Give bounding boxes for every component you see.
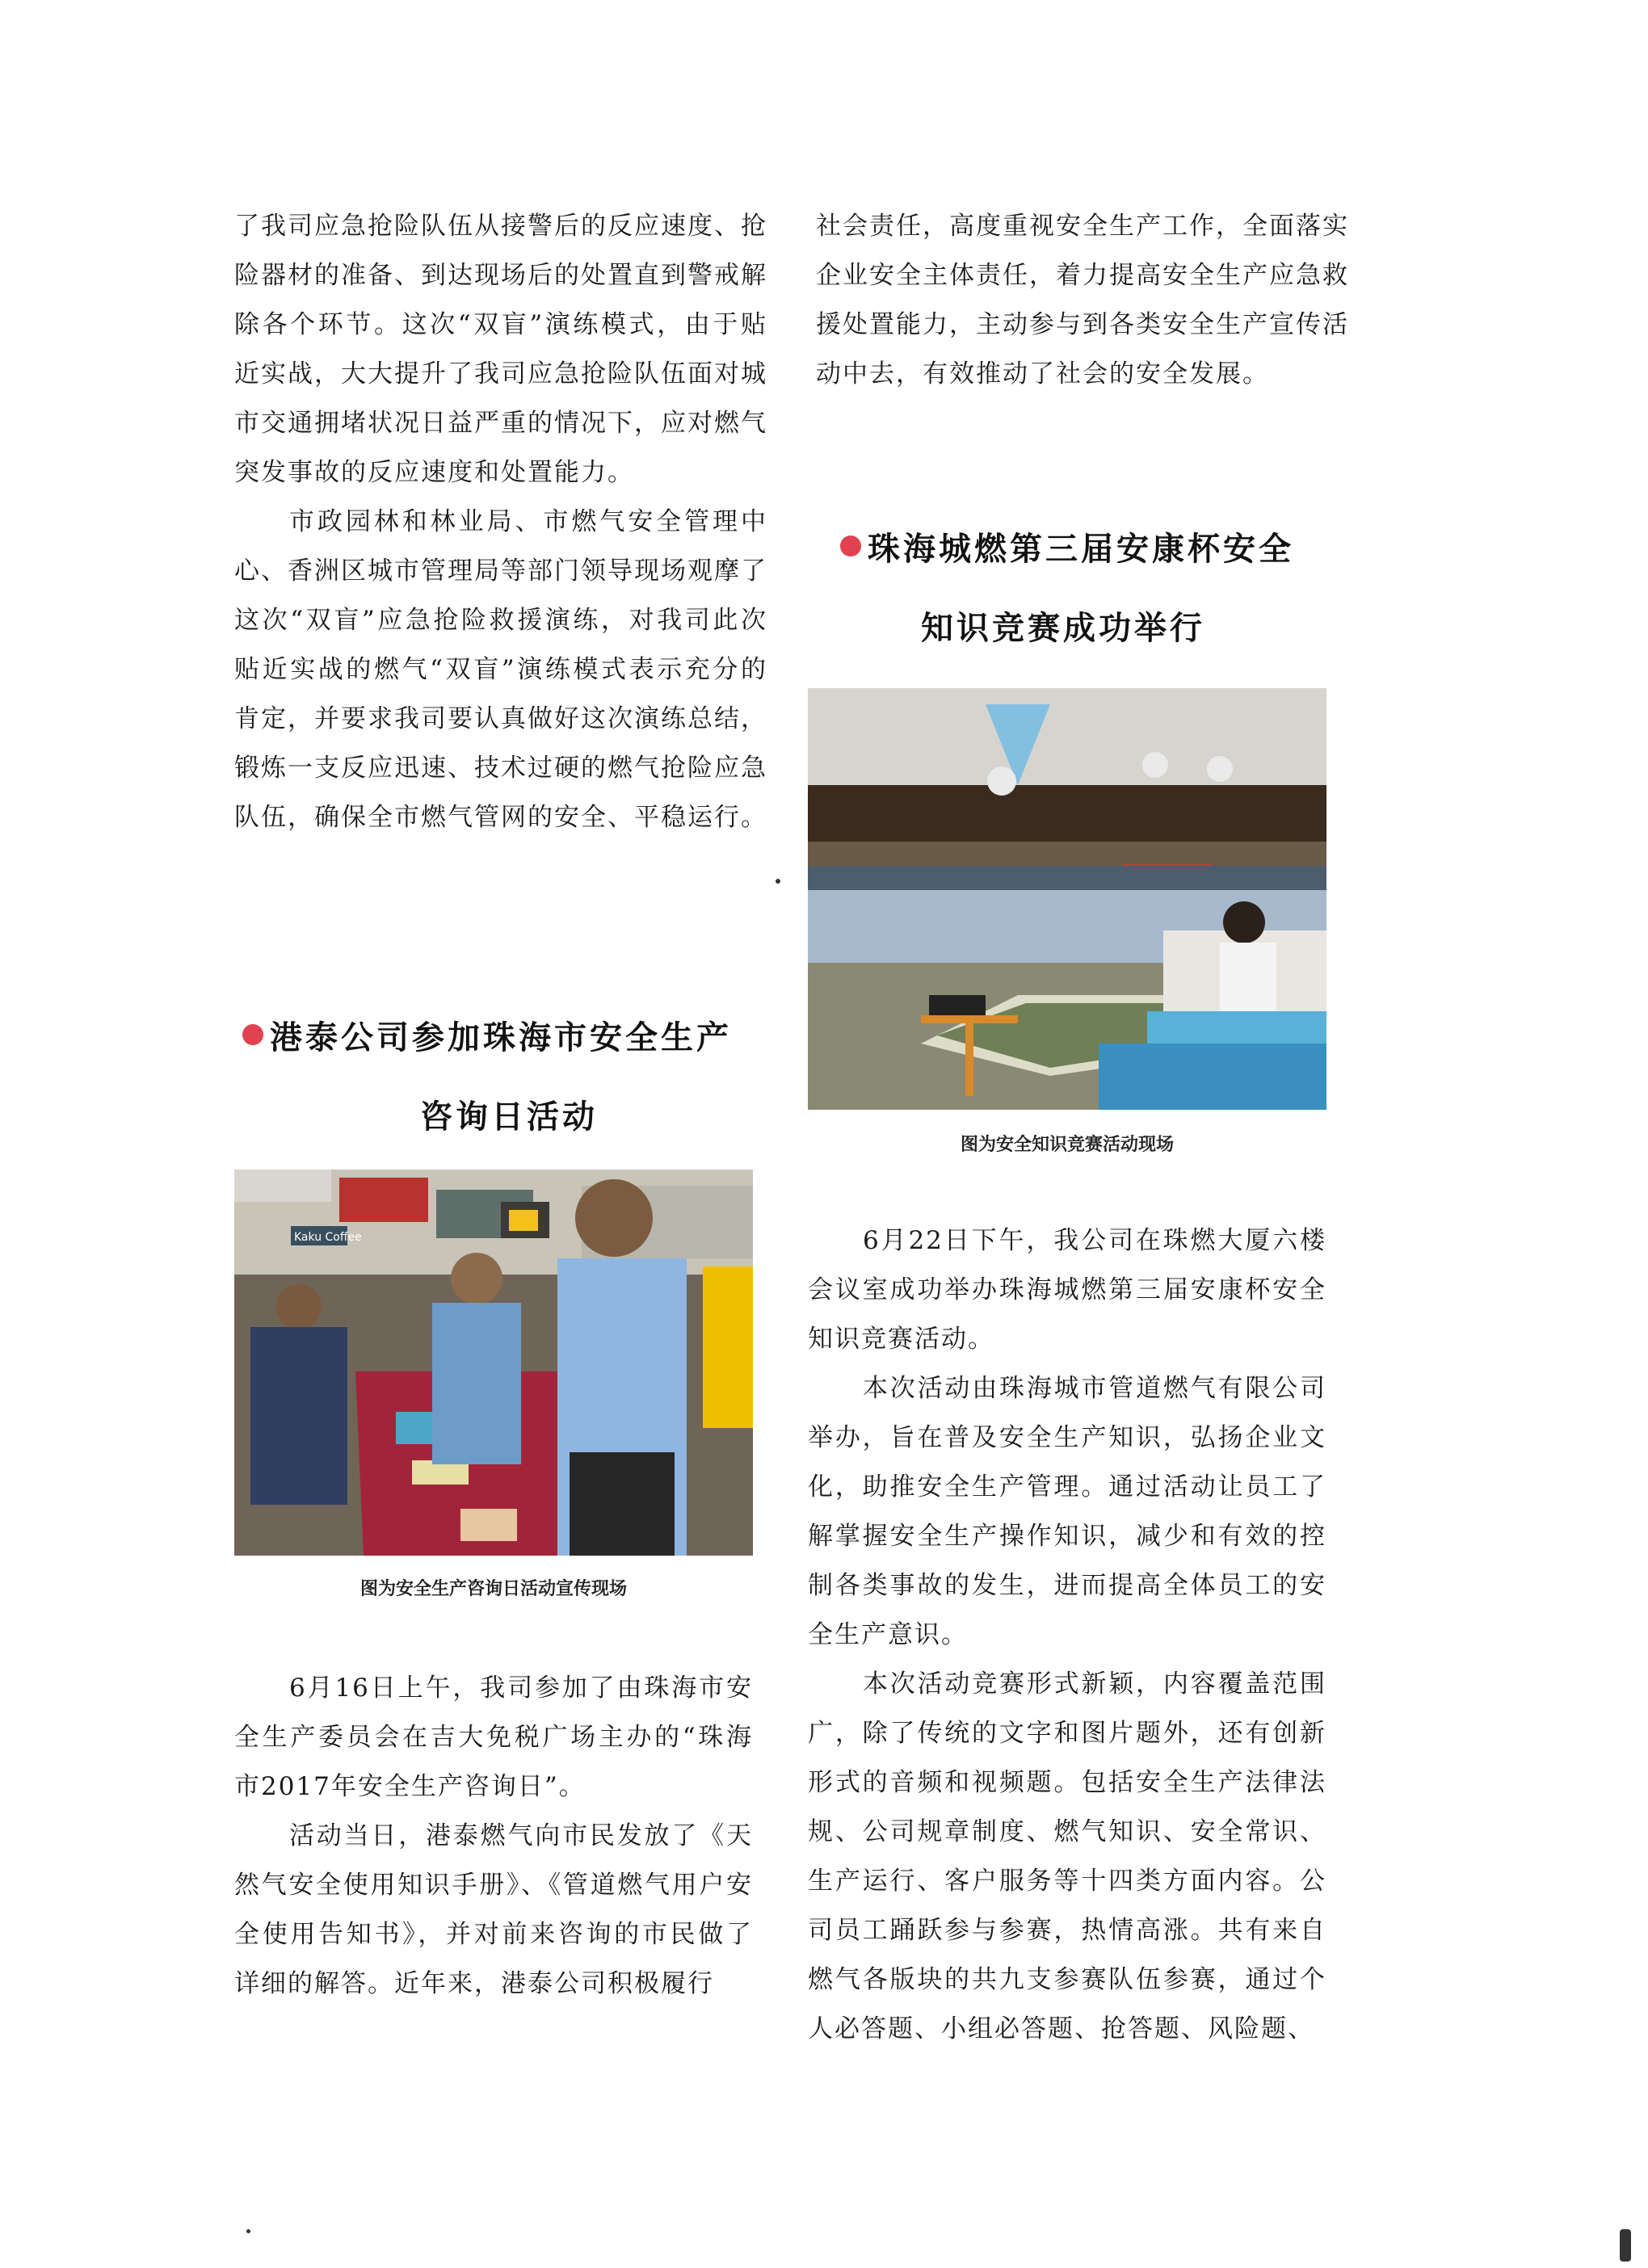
scan-speck [1620, 2229, 1631, 2262]
consultation-day-photo [234, 1170, 753, 1556]
red-bullet-icon [242, 1024, 263, 1045]
paragraph: 本次活动竞赛形式新颖，内容覆盖范围广，除了传统的文字和图片题外，还有创新形式的音频和视频题。包括安全生产法律法规、公司规章制度、燃气知识、安全常识、生产运行、客户服务等十四类方面内容。公司员工踊跃参与参赛，热情高涨。共有来自燃气各版块的共九支参赛队伍参赛，通过个人必答题、小组必答题、抢答题、风险题、 [808, 1670, 1326, 2043]
photo-caption: 图为安全生产咨询日活动宣传现场 [359, 1579, 627, 1599]
right-article-body [808, 1216, 1326, 2054]
heading-line2: 咨询日活动 [420, 1098, 598, 1136]
heading-line2: 知识竞赛成功举行 [921, 610, 1205, 647]
article-heading-knowledge-contest [840, 525, 1357, 653]
paragraph: 6月22日下午，我公司在珠燃大厦六楼会议室成功举办珠海城燃第三届安康杯安全知识竞赛活动。 [808, 1226, 1326, 1354]
paragraph: 本次活动由珠海城市管道燃气有限公司举办，旨在普及安全生产知识，弘扬企业文化，助推安全生产管理。通过活动让员工了解掌握安全生产操作知识，减少和有效的控制各类事故的发生，进而提高全体员工的安全生产意识。 [808, 1374, 1326, 1649]
paragraph: 了我司应急抢险队伍从接警后的反应速度、抢险器材的准备、到达现场后的处置直到警戒解除各个环节。这次“双盲”演练模式，由于贴近实战，大大提升了我司应急抢险队伍面对城市交通拥堵状况日益严重的情况下，应对燃气突发事故的反应速度和处置能力。 [234, 212, 767, 487]
paragraph: 6月16日上午，我司参加了由珠海市安全生产委员会在吉大免税广场主办的“珠海市2017年安全生产咨询日”。 [234, 1674, 753, 1801]
heading-line1: 港泰公司参加珠海市安全生产 [270, 1019, 732, 1056]
left-column-top [234, 202, 767, 842]
paragraph: 社会责任，高度重视安全生产工作，全面落实企业安全主体责任，着力提高安全生产应急救援处置能力，主动参与到各类安全生产宣传活动中去，有效推动了社会的安全发展。 [816, 212, 1349, 388]
knowledge-contest-photo [808, 688, 1326, 1110]
left-article-body [234, 1664, 753, 2009]
paragraph: 活动当日，港泰燃气向市民发放了《天然气安全使用知识手册》、《管道燃气用户安全使用告知书》，并对前来咨询的市民做了详细的解答。近年来，港泰公司积极履行 [234, 1821, 753, 1998]
banner-text: Kaku Coffee [294, 1231, 362, 1244]
scan-speck [776, 879, 780, 884]
article-heading-consultation-day [242, 1014, 776, 1141]
right-column-top [816, 202, 1349, 399]
paragraph: 市政园林和林业局、市燃气安全管理中心、香洲区城市管理局等部门领导现场观摩了这次“双盲”应急抢险救援演练，对我司此次贴近实战的燃气“双盲”演练模式表示充分的肯定，并要求我司要认真做好这次演练总结，锻炼一支反应迅速、技术过硬的燃气抢险应急队伍，确保全市燃气管网的安全、平稳运行。 [234, 507, 767, 832]
heading-line1: 珠海城燃第三届安康杯安全 [868, 531, 1294, 568]
red-bullet-icon [840, 536, 861, 556]
photo-caption: 图为安全知识竞赛活动现场 [960, 1135, 1174, 1155]
scan-speck [246, 2229, 250, 2233]
